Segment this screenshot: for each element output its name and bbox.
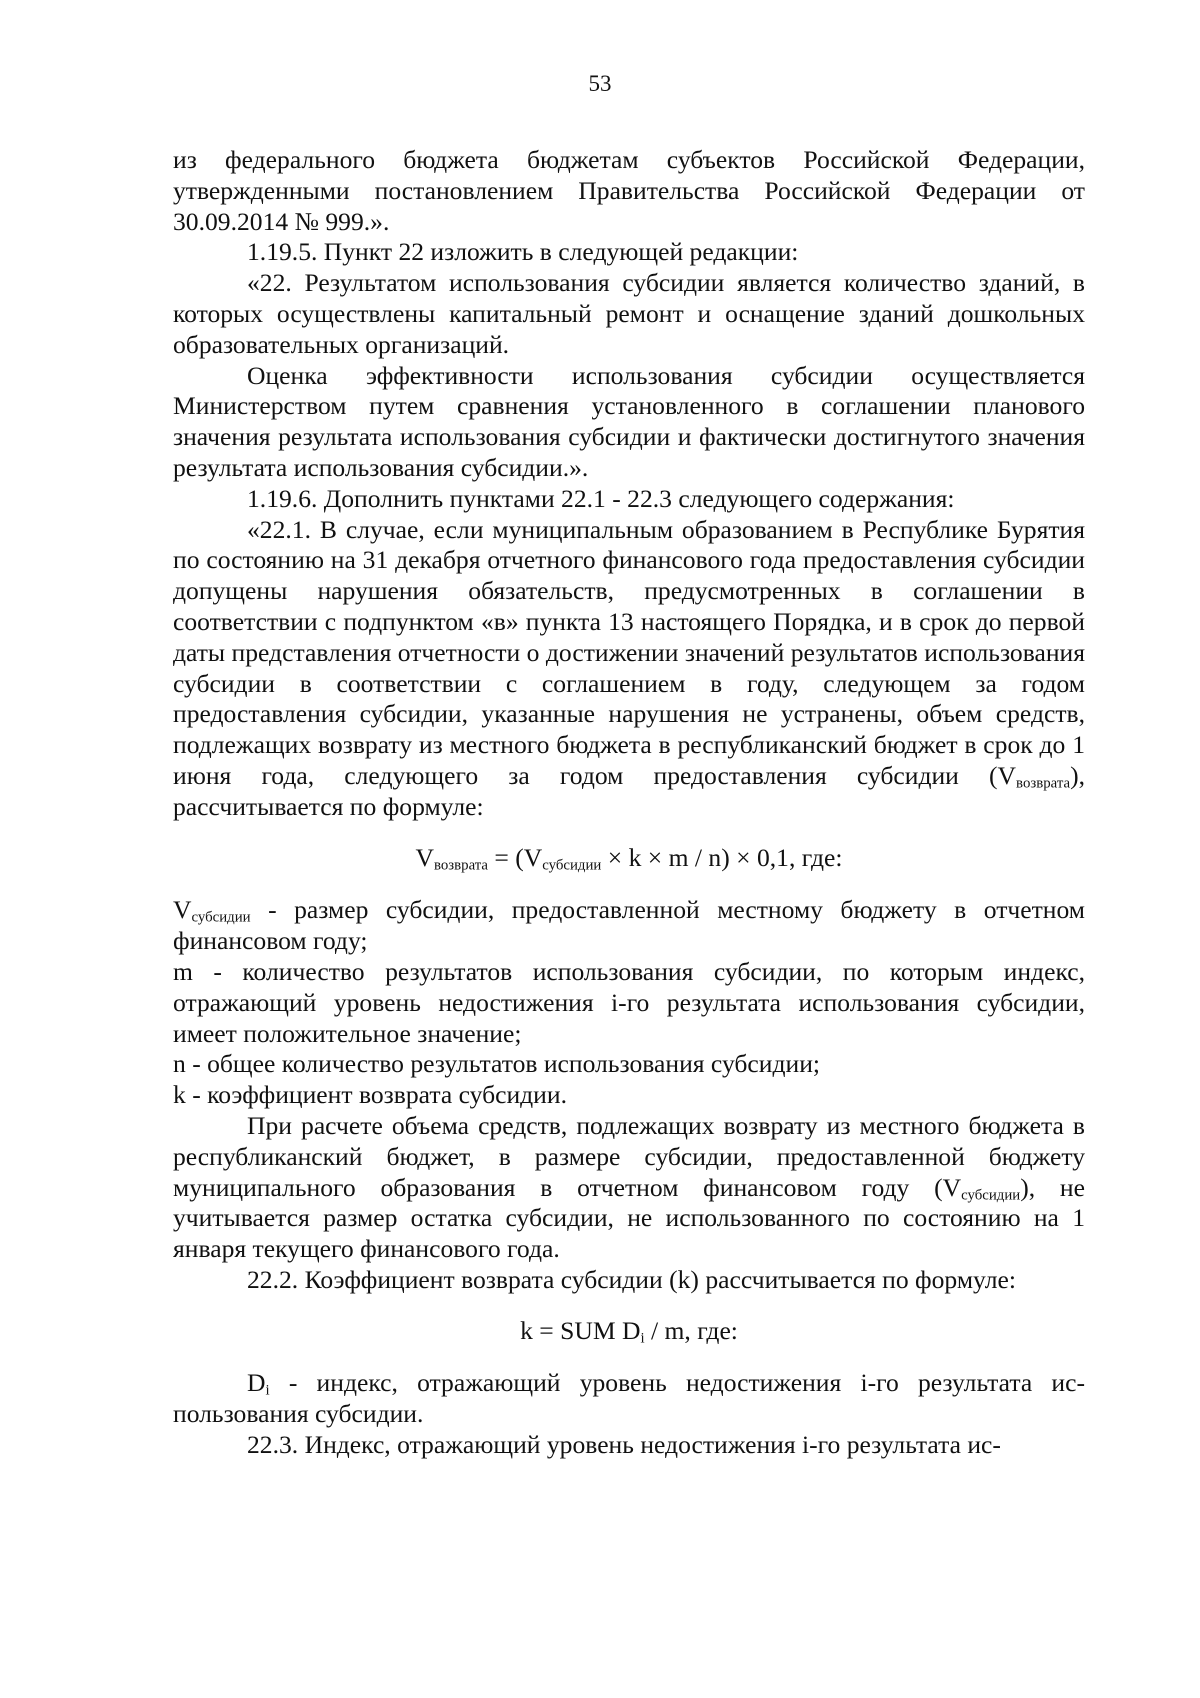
text-run: «22.1. В случае, если муниципальным образованием в Республике Бурятия по состоянию на 31 декабря отчетного финансового года предоставления субсидии допущены нарушения обязательств, предусмотренных в соглашении в соответствии с подпунктом «в» пункта 13 настоящего Порядка, и в срок до первой даты представления отчетности о достижении значений результатов использования субсидии в соответствии с соглашением в году, следующем за годом предоставления субсидии, указанные нарушения не устранены, объем средств, подлежащих возврату из местного бюджета в республиканский бюджет в срок до 1 июня года, следующего за годом предоставления субсидии (V bbox=[173, 514, 1085, 790]
paragraph bbox=[173, 237, 1085, 268]
paragraph bbox=[173, 957, 1085, 1049]
formula bbox=[173, 1316, 1085, 1347]
text-run: 1.19.6. Дополнить пунктами 22.1 - 22.3 следующего содержания: bbox=[247, 483, 955, 513]
subscript: возврата bbox=[1016, 775, 1071, 792]
subscript: i bbox=[265, 1382, 270, 1399]
paragraph bbox=[173, 1430, 1085, 1461]
page-number: 53 bbox=[588, 71, 612, 96]
text-run: «22. Результатом использования субсидии является количество зданий, в которых осуществлены капитальный ремонт и оснащение зданий дошкольных образовательных организаций. bbox=[173, 268, 1085, 359]
paragraph bbox=[173, 1049, 1085, 1080]
text-run: × k × m / n) × 0,1, где: bbox=[601, 842, 843, 872]
text-run: k - коэффициент возврата субсидии. bbox=[173, 1080, 567, 1110]
text-run: m - количество результатов использования субсидии, по которым индекс, отражающий уровень недостижения i-го результата использования субсидии, имеет положительное значение; bbox=[173, 956, 1085, 1048]
text-run: ), рассчитывается по формуле: bbox=[173, 760, 1085, 821]
subscript: возврата bbox=[433, 856, 489, 873]
text-run: V bbox=[173, 895, 192, 925]
paragraph bbox=[173, 895, 1085, 957]
subscript: i bbox=[640, 1329, 645, 1346]
text-run: n - общее количество результатов использования субсидии; bbox=[173, 1049, 821, 1079]
text-run: из федерального бюджета бюджетам субъектов Российской Федерации, утвержденными постановлением Правительства Российской Федерации от 30.09.2014 № 999.». bbox=[173, 145, 1085, 236]
text-run: Оценка эффективности использования субсидии осуществляется Министерством путем сравнения установленного в соглашении планового значения результата использования субсидии и фактически достигнутого значения результата использования субсидии.». bbox=[173, 360, 1085, 482]
text-run: 22.3. Индекс, отражающий уровень недостижения i-го результата ис- bbox=[247, 1430, 1001, 1460]
paragraph bbox=[173, 1265, 1085, 1296]
text-run: 22.2. Коэффициент возврата субсидии (k) рассчитывается по формуле: bbox=[247, 1264, 1016, 1294]
paragraph bbox=[173, 1368, 1085, 1430]
text-run: 1.19.5. Пункт 22 изложить в следующей редакции: bbox=[247, 237, 799, 267]
subscript: субсидии bbox=[191, 909, 251, 926]
paragraph bbox=[173, 268, 1085, 360]
paragraph bbox=[173, 484, 1085, 515]
text-run: - индекс, отражающий уровень недостижения i-го результата использования субсидии. bbox=[173, 1368, 1085, 1429]
paragraph bbox=[173, 515, 1085, 823]
subscript: субсидии bbox=[542, 856, 602, 873]
text-run: ), не учитывается размер остатка субсидии, не использованного по состоянию на 1 января текущего финансового года. bbox=[173, 1172, 1085, 1264]
subscript: субсидии bbox=[961, 1186, 1021, 1203]
document-body bbox=[173, 145, 1085, 1461]
text-run: / m, где: bbox=[644, 1315, 738, 1345]
text-run: При расчете объема средств, подлежащих возврату из местного бюджета в республиканский бюджет, в размере субсидии, предоставленной бюджету муниципального образования в отчетном финансовом году (V bbox=[173, 1110, 1085, 1202]
text-run: V bbox=[415, 842, 434, 872]
text-run: - размер субсидии, предоставленной местному бюджету в отчетном финансовом году; bbox=[173, 895, 1085, 956]
formula bbox=[173, 843, 1085, 874]
paragraph bbox=[173, 1111, 1085, 1265]
text-run: = (V bbox=[488, 842, 543, 872]
text-run: D bbox=[247, 1368, 266, 1398]
paragraph bbox=[173, 145, 1085, 237]
text-run: k = SUM D bbox=[520, 1315, 641, 1345]
paragraph bbox=[173, 1080, 1085, 1111]
paragraph bbox=[173, 361, 1085, 484]
